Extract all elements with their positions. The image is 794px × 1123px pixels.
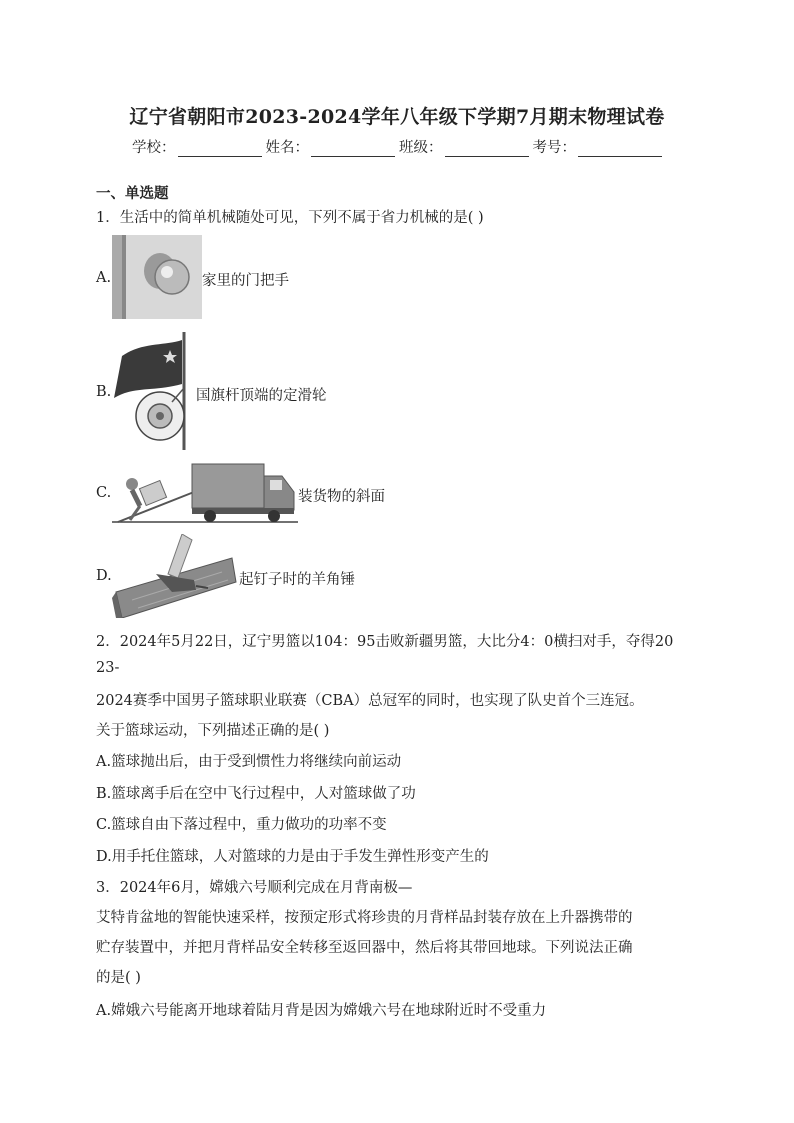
section-heading: 一、单选题 [96,185,169,202]
question-2-line-1: 2．2024年5月22日，辽宁男篮以104：95击败新疆男篮，大比分4：0横扫对手，夺得20 [96,634,674,650]
question-2-line-2: 23- [96,660,120,676]
question-2-line-3: 2024赛季中国男子篮球职业联赛（CBA）总冠军的同时，也实现了队史首个三连冠。 [96,693,644,709]
q1-option-b-text: 国旗杆顶端的定滑轮 [196,388,327,404]
number-field: 考号： [533,136,663,157]
question-3-line-1: 3．2024年6月，嫦娥六号顺利完成在月背南极— [96,880,413,896]
question-1-stem: 1．生活中的简单机械随处可见，下列不属于省力机械的是( ) [96,210,484,226]
q1-option-b-label: B. [96,384,112,400]
door-knob-icon [112,235,202,319]
q2-option-a: A.篮球抛出后，由于受到惯性力将继续向前运动 [96,754,402,770]
q3-option-a: A.嫦娥六号能离开地球着陆月背是因为嫦娥六号在地球附近时不受重力 [96,1003,547,1019]
question-3-line-4: 的是( ) [96,970,141,986]
truck-ramp-icon [112,460,298,524]
question-3-line-3: 贮存装置中，并把月背样品安全转移至返回器中，然后将其带回地球。下列说法正确 [96,940,633,956]
name-field: 姓名： [266,136,396,157]
q1-option-a-text: 家里的门把手 [202,273,289,289]
school-field: 学校： [132,136,262,157]
q2-option-c: C.篮球自由下落过程中，重力做功的功率不变 [96,817,387,833]
q2-option-d: D.用手托住篮球，人对篮球的力是由于手发生弹性形变产生的 [96,849,489,865]
flag-pulley-icon [112,332,192,450]
q1-option-d-text: 起钉子时的羊角锤 [239,572,355,588]
q2-option-b: B.篮球离手后在空中飞行过程中，人对篮球做了功 [96,786,416,802]
question-3-line-2: 艾特肯盆地的智能快速采样，按预定形式将珍贵的月背样品封装存放在上升器携带的 [96,910,633,926]
claw-hammer-icon [112,534,238,618]
q1-option-c-text: 装货物的斜面 [298,489,385,505]
page-title: 辽宁省朝阳市2023-2024学年八年级下学期7月期末物理试卷 [129,106,665,128]
student-info-row [0,136,794,157]
q1-option-d-label: D. [96,568,112,584]
q1-option-c-label: C. [96,485,112,501]
q1-option-a-label: A. [96,270,112,286]
class-field: 班级： [399,136,529,157]
question-2-line-4: 关于篮球运动，下列描述正确的是( ) [96,723,330,739]
